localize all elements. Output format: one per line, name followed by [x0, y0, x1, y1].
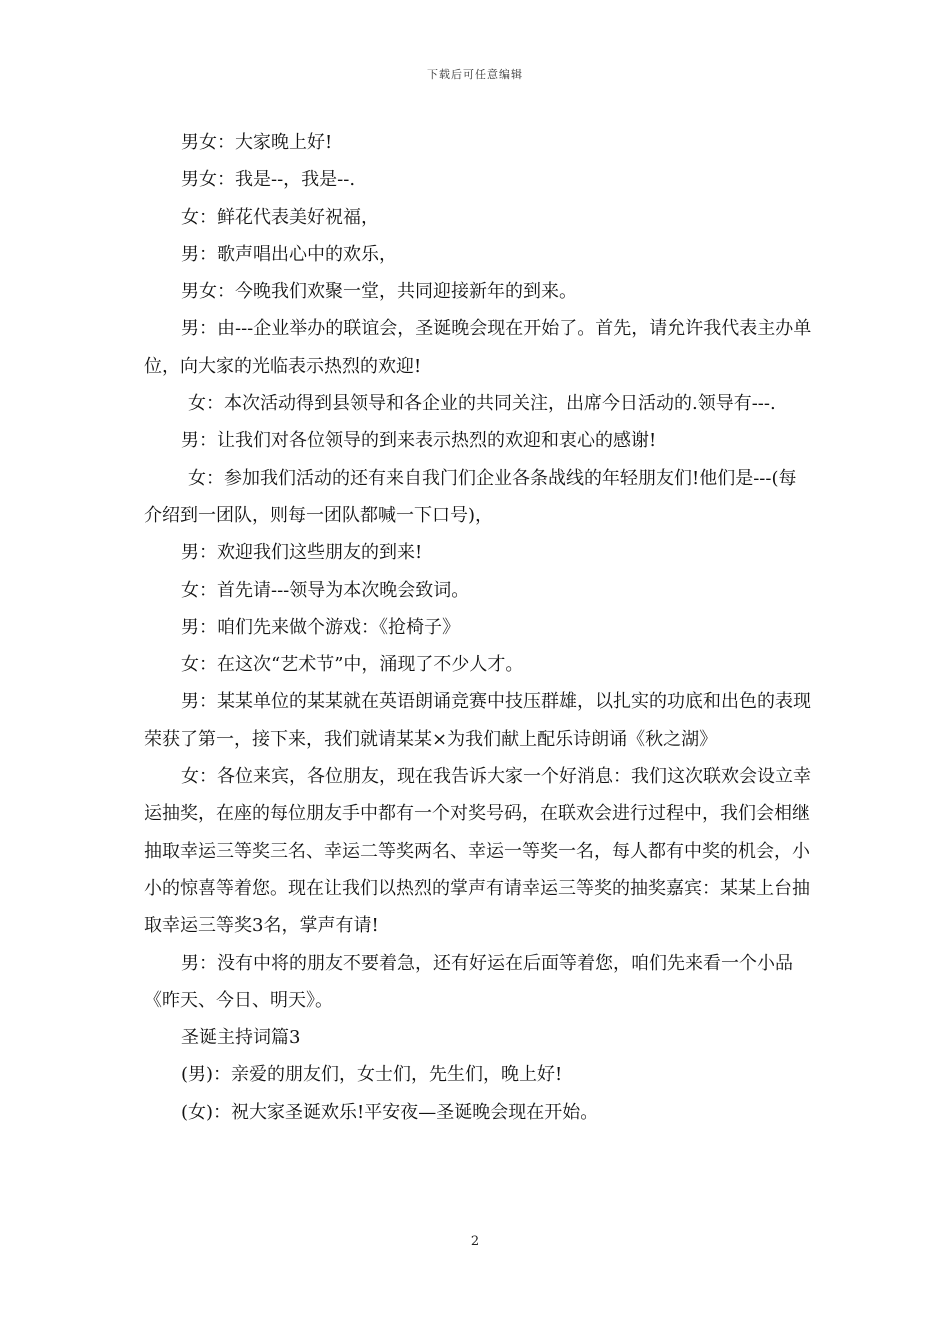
- section-heading: 圣诞主持词篇3: [181, 1027, 301, 1049]
- paragraph: 男女：我是--，我是--.: [181, 169, 356, 191]
- paragraph: (男)：亲爱的朋友们，女士们，先生们，晚上好!: [181, 1064, 563, 1086]
- paragraph: 男：没有中将的朋友不要着急，还有好运在后面等着您，咱们先来看一个小品《昨天、今日、明天》。: [144, 952, 793, 1011]
- document-body: [144, 124, 812, 1131]
- paragraph: 女：首先请---领导为本次晚会致词。: [181, 579, 470, 601]
- paragraph: 女：参加我们活动的还有来自我门们企业各条战线的年轻朋友们!他们是---(每介绍到一团队，则每一团队都喊一下口号)，: [144, 467, 797, 526]
- paragraph: 男：欢迎我们这些朋友的到来!: [181, 542, 423, 564]
- paragraph: (女)：祝大家圣诞欢乐!平安夜—圣诞晚会现在开始。: [181, 1101, 599, 1123]
- paragraph: 男女：今晚我们欢聚一堂，共同迎接新年的到来。: [181, 281, 577, 303]
- paragraph: 男：让我们对各位领导的到来表示热烈的欢迎和衷心的感谢!: [181, 430, 657, 452]
- paragraph: 男：咱们先来做个游戏：《抢椅子》: [181, 616, 460, 638]
- paragraph: 男：歌声唱出心中的欢乐，: [181, 243, 397, 265]
- paragraph: 女：鲜花代表美好祝福，: [181, 206, 379, 228]
- page-number: 2: [470, 1234, 480, 1249]
- paragraph: 男：某某单位的某某就在英语朗诵竞赛中技压群雄，以扎实的功底和出色的表现荣获了第一，接下来，我们就请某某×为我们献上配乐诗朗诵《秋之湖》: [144, 691, 811, 750]
- paragraph: 女：各位来宾，各位朋友，现在我告诉大家一个好消息：我们这次联欢会设立幸运抽奖，在座的每位朋友手中都有一个对奖号码，在联欢会进行过程中，我们会相继抽取幸运三等奖三名、幸运二等奖两名、幸运一等奖一名，每人都有中奖的机会，小小的惊喜等着您。现在让我们以热烈的掌声有请幸运三等奖的抽奖嘉宾：某某上台抽取幸运三等奖3名，掌声有请!: [144, 766, 811, 937]
- paragraph: 女：本次活动得到县领导和各企业的共同关注，出席今日活动的.领导有---.: [188, 393, 776, 415]
- paragraph: 男：由---企业举办的联谊会，圣诞晚会现在开始了。首先，请允许我代表主办单位，向大家的光临表示热烈的欢迎!: [144, 318, 812, 377]
- paragraph: 女：在这次“艺术节”中，涌现了不少人才。: [181, 654, 524, 676]
- page-header: 下载后可任意编辑: [427, 68, 523, 81]
- paragraph: 男女：大家晚上好!: [181, 132, 333, 153]
